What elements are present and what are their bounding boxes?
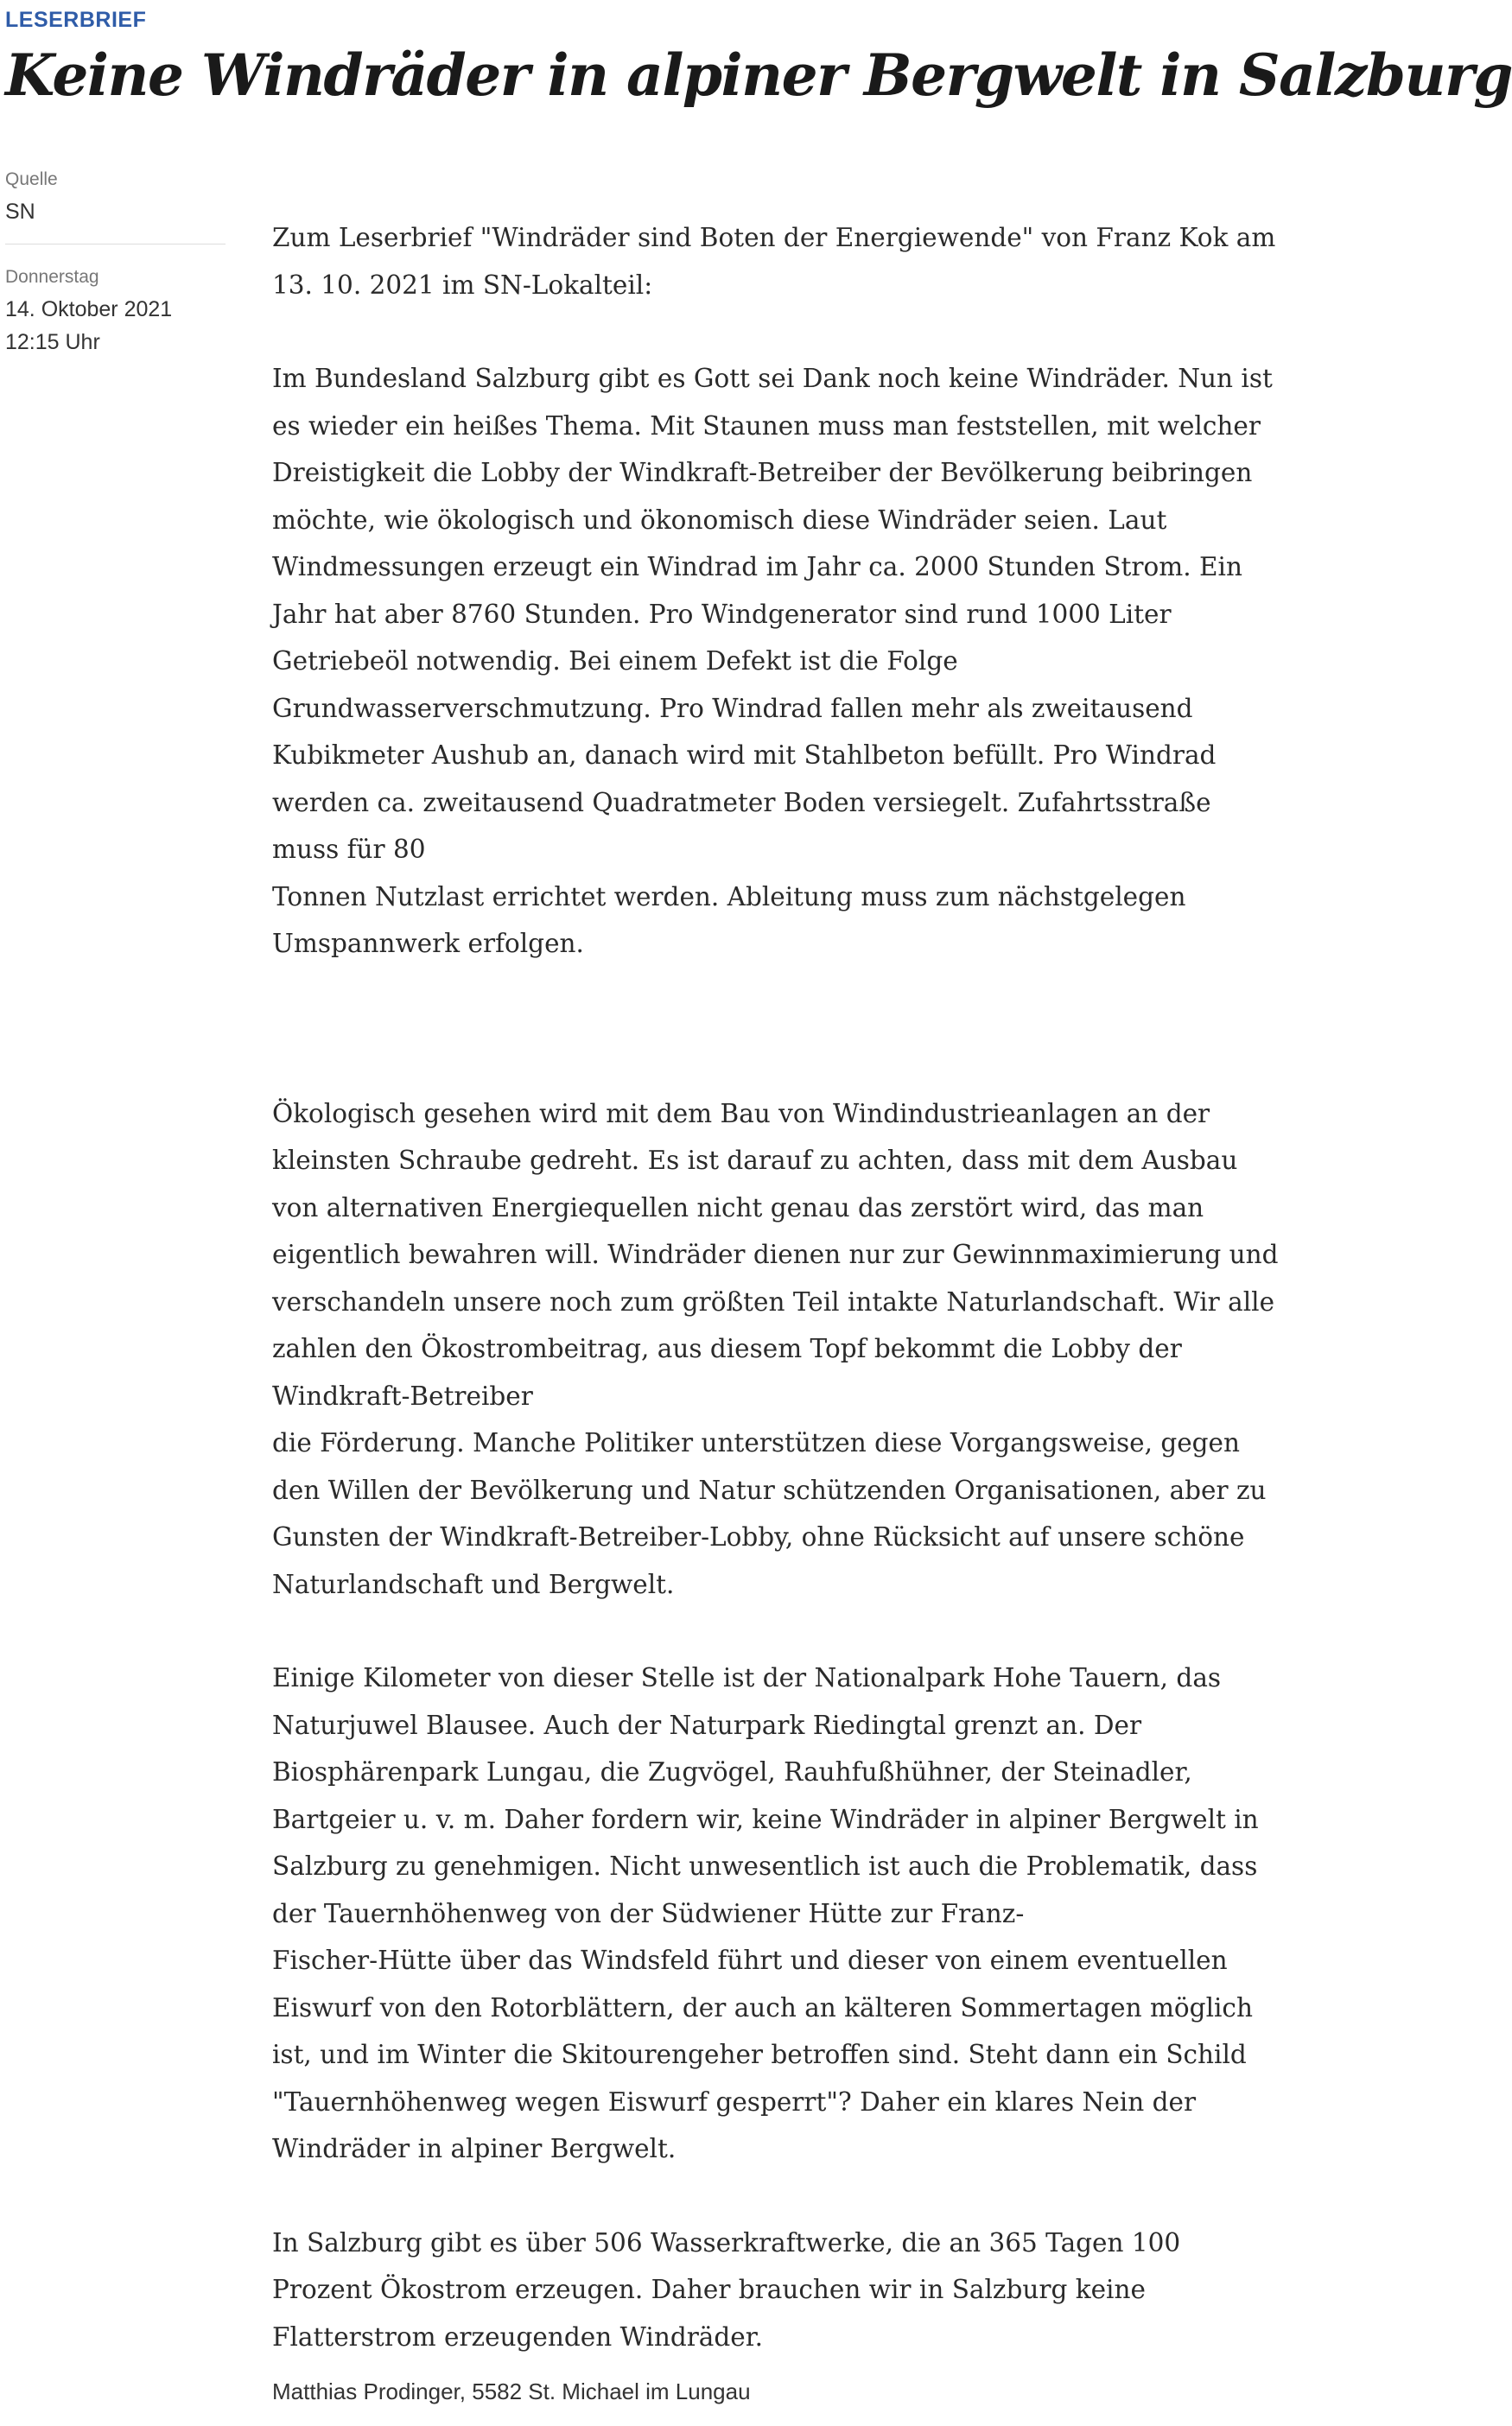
article-intro: Zum Leserbrief "Windräder sind Boten der Energiewende" von Franz Kok am 13. 10. 2021 im SN-Lokalteil: <box>272 223 1276 300</box>
article-body <box>272 214 1281 2410</box>
article-meta <box>5 164 226 359</box>
article-paragraph: Einige Kilometer von dieser Stelle ist der Nationalpark Hohe Tauern, das Naturjuwel Blausee. Auch der Naturpark Riedingtal grenzt an. Der Biosphärenpark Lungau, die Zugvögel, Rauhfußhühner, der Steinadler, Bartgeier u. v. m. Daher fordern wir, keine Windräder in alpiner Bergwelt in Salzburg zu genehmigen. Nicht unwesentlich ist auch die Problematik, dass der Tauernhöhenweg von der Südwiener Hütte zur Franz- Fischer-Hütte über das Windsfeld führt und dieser von einem eventuellen Eiswurf von den Rotorblättern, der auch an kälteren Sommertagen möglich ist, und im Winter die Skitourengeher betroffen sind. Steht dann ein Schild "Tauernhöhenweg wegen Eiswurf gesperrt"? Daher ein klares Nein der Windräder in alpiner Bergwelt. <box>272 1663 1259 2163</box>
source-value: SN <box>5 200 35 224</box>
article-kicker[interactable]: LESERBRIEF <box>5 8 147 32</box>
article-paragraph: Im Bundesland Salzburg gibt es Gott sei Dank noch keine Windräder. Nun ist es wieder ein heißes Thema. Mit Staunen muss man feststellen, mit welcher Dreistigkeit die Lobby der Windkraft-Betreiber der Bevölkerung beibringen möchte, wie ökologisch und ökonomisch diese Windräder seien. Laut Windmessungen erzeugt ein Windrad im Jahr ca. 2000 Stunden Strom. Ein Jahr hat aber 8760 Stunden. Pro Windgenerator sind rund 1000 Liter Getriebeöl notwendig. Bei einem Defekt ist die Folge Grundwasserverschmutzung. Pro Windrad fallen mehr als zweitausend Kubikmeter Aushub an, danach wird mit Stahlbeton befüllt. Pro Windrad werden ca. zweitausend Quadratmeter Boden versiegelt. Zufahrtsstraße muss für 80 Tonnen Nutzlast errichtet werden. Ableitung muss zum nächstgelegen Umspannwerk erfolgen. <box>272 364 1273 958</box>
publish-time: 12:15 Uhr <box>5 330 100 354</box>
meta-divider <box>5 244 226 245</box>
letter-signature: Matthias Prodinger, 5582 St. Michael im Lungau <box>272 2378 751 2404</box>
source-label: Quelle <box>5 169 58 189</box>
article-headline: Keine Windräder in alpiner Bergwelt in Salzburg <box>5 41 1512 109</box>
publish-weekday: Donnerstag <box>5 267 99 287</box>
publish-date: 14. Oktober 2021 <box>5 297 173 321</box>
article-paragraph: Ökologisch gesehen wird mit dem Bau von Windindustrieanlagen an der kleinsten Schraube gedreht. Es ist darauf zu achten, dass mit dem Ausbau von alternativen Energiequellen nicht genau das zerstört wird, das man eigentlich bewahren will. Windräder dienen nur zur Gewinnmaximierung und verschandeln unsere noch zum größten Teil intakte Naturlandschaft. Wir alle zahlen den Ökostrombeitrag, aus diesem Topf bekommt die Lobby der Windkraft-Betreiber die Förderung. Manche Politiker unterstützen diese Vorgangsweise, gegen den Willen der Bevölkerung und Natur schützenden Organisationen, aber zu Gunsten der Windkraft-Betreiber-Lobby, ohne Rücksicht auf unsere schöne Naturlandschaft und Bergwelt. <box>272 1098 1279 1599</box>
article-paragraph: In Salzburg gibt es über 506 Wasserkraftwerke, die an 365 Tagen 100 Prozent Ökostrom erzeugen. Daher brauchen wir in Salzburg keine Flatterstrom erzeugenden Windräder. <box>272 2227 1181 2352</box>
